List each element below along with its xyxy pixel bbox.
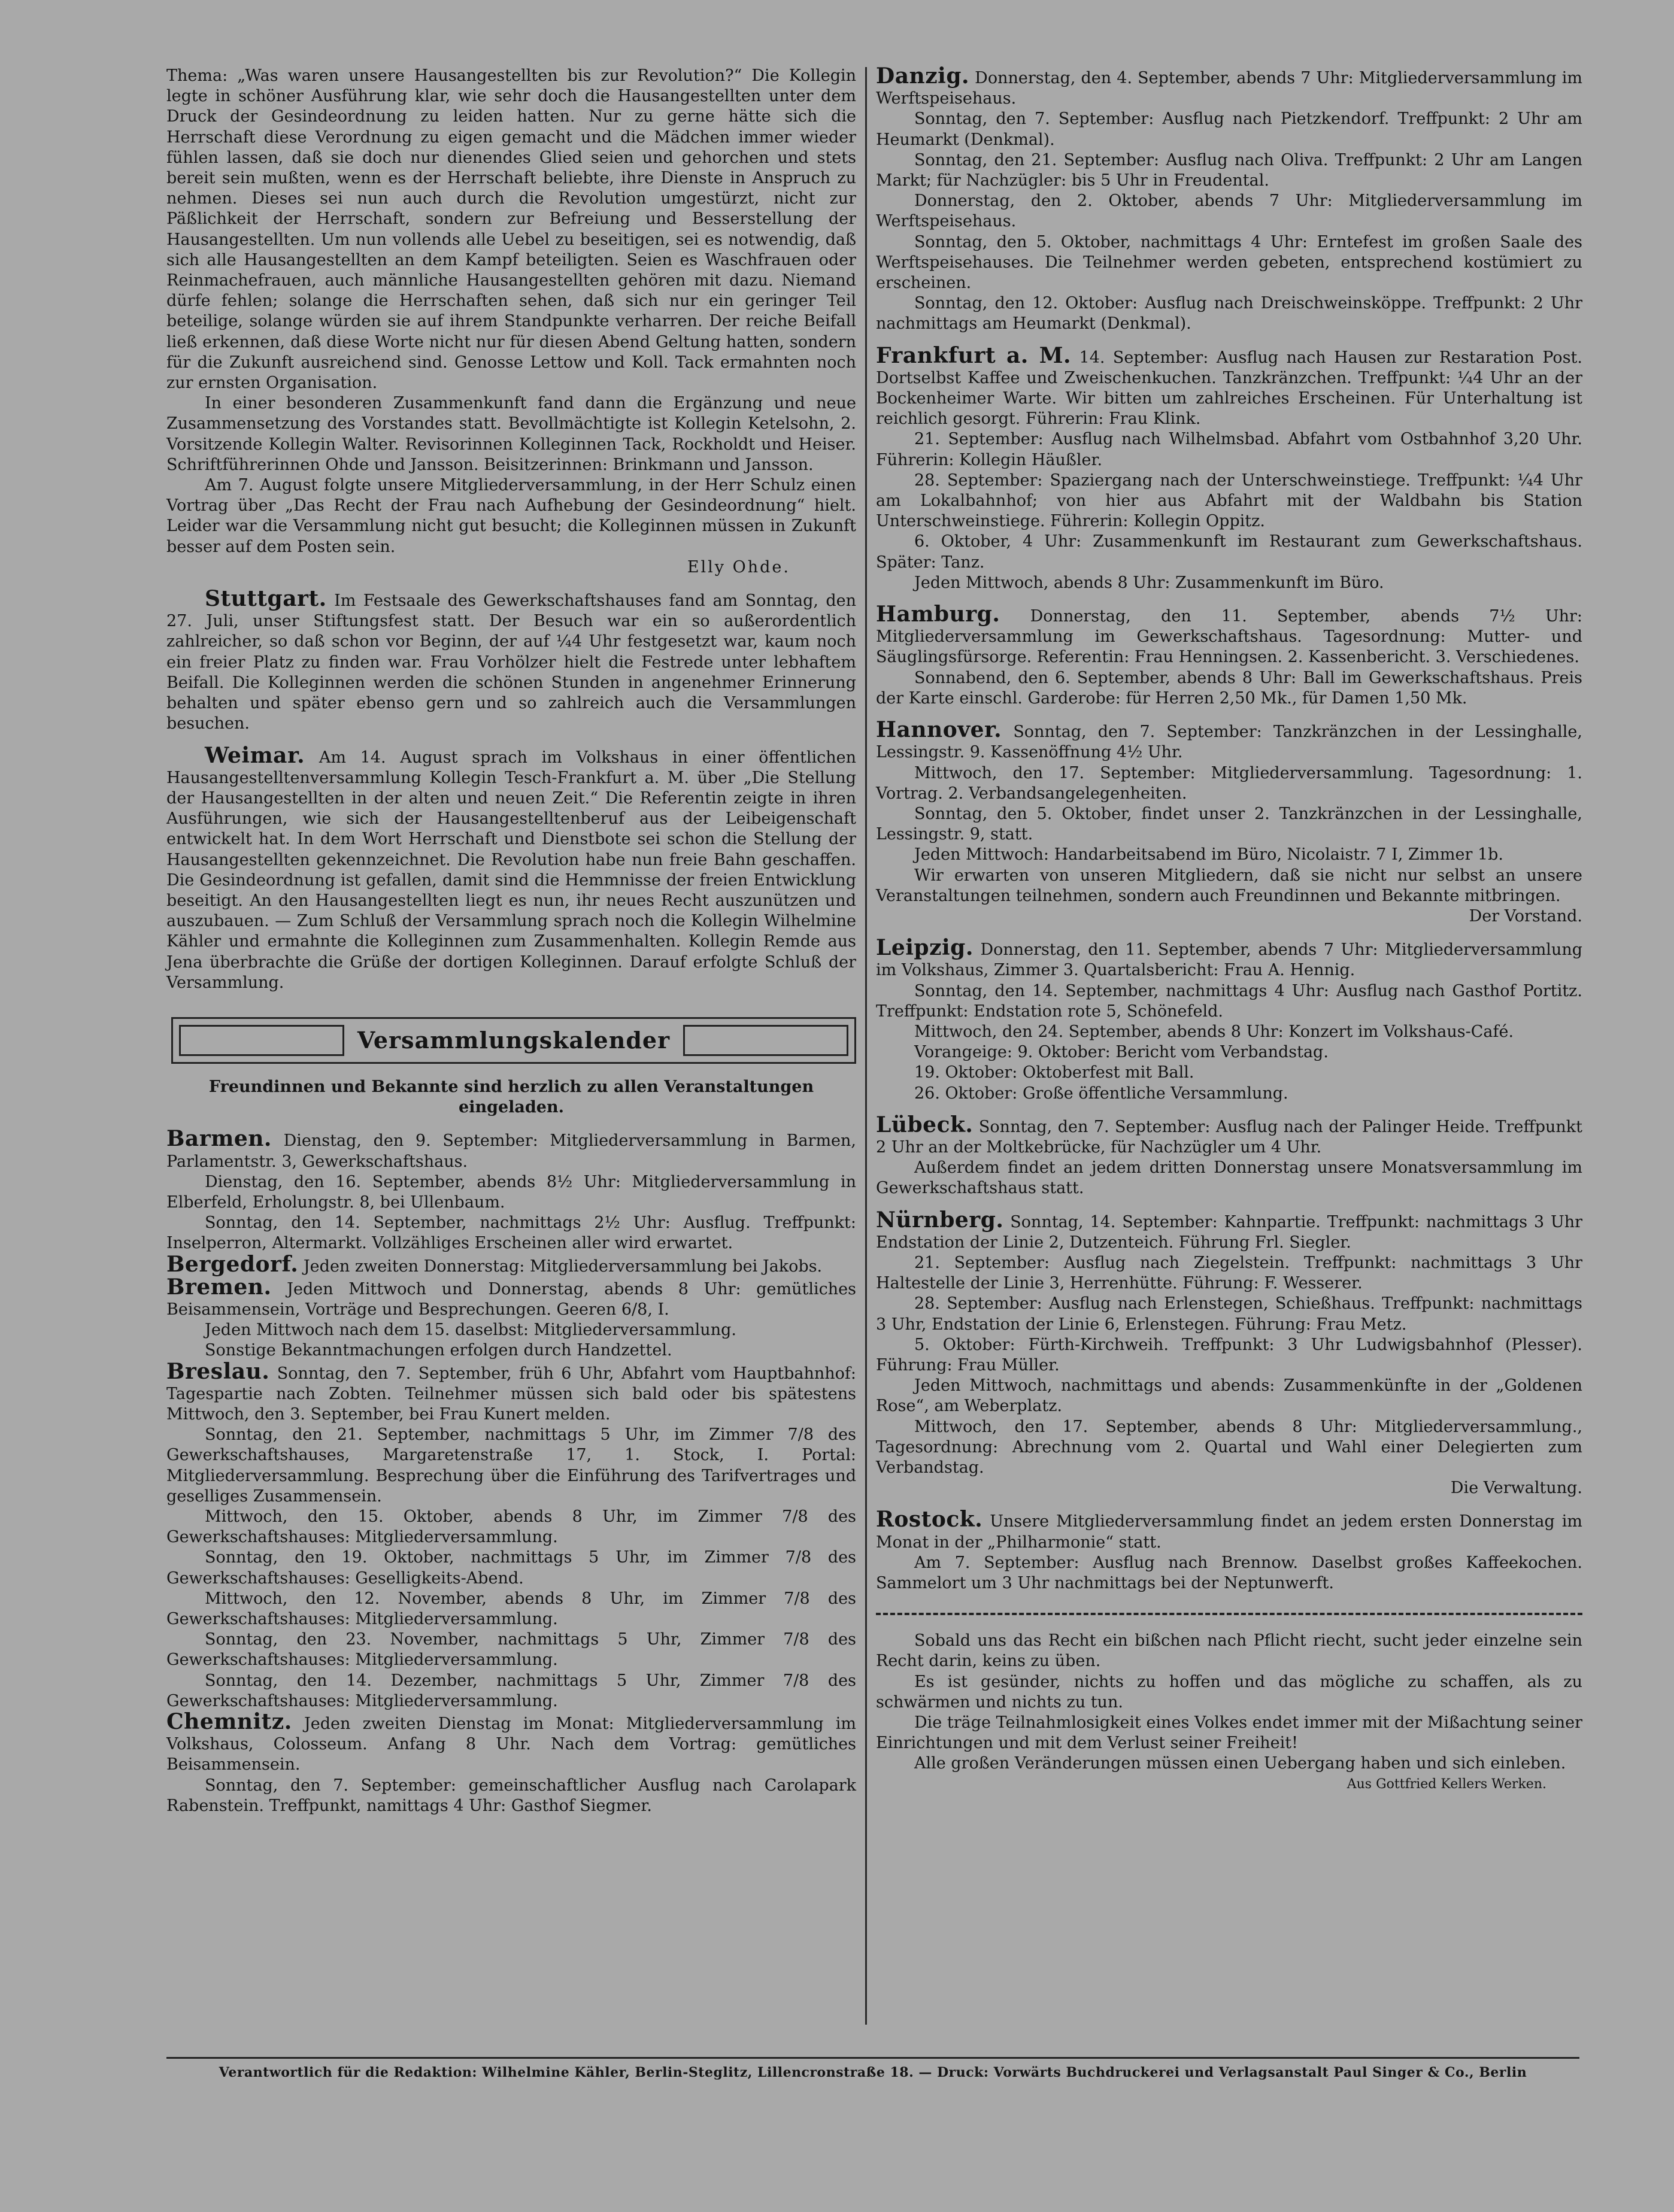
- entry-text: Mittwoch, den 17. September, abends 8 Uhr: Mitgliederversammlung., Tagesordnung: Abrechnung vom 2. Quartal und Wahl einer Delegierten zum Verbandstag.: [876, 1417, 1582, 1477]
- calendar-entry-luebeck: [876, 1112, 1582, 1158]
- entry-text: Sonntag, den 7. September: Tanzkränzchen in der Lessinghalle, Lessingstr. 9. Kassenöffnung 4½ Uhr.: [876, 723, 1582, 762]
- entry-text: Sonntag, den 5. Oktober, nachmittags 4 Uhr: Erntefest im großen Saale des Werftspeisehauses. Die Teilnehmer werden gebeten, entsprechend kostümiert zu erscheinen.: [876, 232, 1582, 293]
- entry-text: Donnerstag, den 11. September, abends 7 Uhr: Mitgliederversammlung im Volkshaus, Zimmer 3. Quartalsbericht: Frau A. Hennig.: [876, 940, 1583, 980]
- calendar-entry-bergedorf: [166, 1251, 856, 1277]
- right-column: [876, 63, 1583, 1795]
- city-heading: Lübeck.: [876, 1112, 974, 1137]
- entry-text: Donnerstag, den 11. September, abends 7½ Uhr: Mitgliederversammlung im Gewerkschaftshaus. Tagesordnung: Mutter- und Säuglingsfürsorge. Referentin: Frau Henningsen. 2. Kassenbericht. 3. Verschiedenes.: [876, 607, 1582, 667]
- column-divider: [865, 67, 867, 2025]
- entry-text: 26. Oktober: Große öffentliche Versammlung.: [914, 1084, 1288, 1103]
- city-heading: Leipzig.: [876, 935, 974, 961]
- entry-text: Sonntag, den 5. Oktober, findet unser 2. Tanzkränzchen in der Lessinghalle, Lessingstr. 9, statt.: [876, 804, 1582, 844]
- entry-text: Sonntag, den 7. September: Ausflug nach Pietzkendorf. Treffpunkt: 2 Uhr am Heumarkt (Denkmal).: [876, 110, 1582, 149]
- city-heading: Chemnitz.: [166, 1709, 292, 1735]
- calendar-entry-frankfurt: [876, 342, 1582, 430]
- calendar-entry-danzig: [876, 63, 1582, 109]
- signature: Der Vorstand.: [1469, 906, 1582, 926]
- calendar-title: Versammlungskalender: [357, 1026, 671, 1054]
- entry-text: Dienstag, den 16. September, abends 8½ Uhr: Mitgliederversammlung in Elberfeld, Erholungstr. 8, bei Ullenbaum.: [166, 1172, 856, 1212]
- entry-text: Außerdem findet an jedem dritten Donnerstag unsere Monatsversammlung im Gewerkschaftshaus statt.: [876, 1158, 1582, 1198]
- calendar-entry-rostock: [876, 1509, 1582, 1552]
- left-column: [166, 66, 856, 1816]
- entry-text: Donnerstag, den 4. September, abends 7 Uhr: Mitgliederversammlung im Werftspeisehaus.: [876, 69, 1582, 108]
- entry-text: 6. Oktober, 4 Uhr: Zusammenkunft im Restaurant zum Gewerkschaftshaus. Später: Tanz.: [876, 532, 1582, 572]
- calendar-entry-hannover: [876, 717, 1582, 763]
- city-heading: Hamburg.: [876, 602, 1000, 627]
- article-paragraph: Thema: „Was waren unsere Hausangestellten bis zur Revolution?“ Die Kollegin legte in schöner Ausführung klar, wie sehr doch die Hausangestellten unter dem Druck der Gesindeordnung zu leiden hatten. Nur zu gerne hätte sich die Herrschaft diese Verordnung zu eigen gemacht und die Mädchen immer wieder fühlen lassen, daß sie doch nur dienendes Glied seien und gehorchen und stets bereit sein mußten, wenn es der Herrschaft beliebte, ihre Dienste in Anspruch zu nehmen. Dieses sei nun auch durch die Revolution umgestürzt, nicht zur Päßlichkeit der Herrschaft, sondern zur Befreiung und Besserstellung der Hausangestellten. Um nun vollends alle Uebel zu beseitigen, sei es notwendig, daß sich alle Hausangestellten an dem Kampf beteiligten. Seien es Waschfrauen oder Reinmachefrauen, auch männliche Hausangestellten gehören mit dazu. Niemand dürfe fehlen; solange die Herrschaften sehen, daß sich nur ein geringer Teil beteilige, solange würden sie auf ihrem Standpunkte verharren. Der reiche Beifall ließ erkennen, daß diese Worte nicht nur für diesen Abend Geltung hatten, sondern für die Zukunft ausreichend sind. Genosse Lettow und Koll. Tack ermahnten noch zur ernsten Organisation.: [166, 66, 856, 393]
- entry-text: Mittwoch, den 17. September: Mitgliederversammlung. Tagesordnung: 1. Vortrag. 2. Verbandsangelegenheiten.: [876, 763, 1582, 803]
- entry-text: 28. September: Ausflug nach Erlenstegen, Schießhaus. Treffpunkt: nachmittags 3 Uhr, Endstation der Linie 6, Erlenstegen. Führung: Frau Metz.: [876, 1294, 1582, 1334]
- calendar-entry-breslau: [166, 1358, 856, 1425]
- entry-text: Sonntag, 14. September: Kahnpartie. Treffpunkt: nachmittags 3 Uhr Endstation der Linie 2, Dutzenteich. Führung Frl. Siegler.: [876, 1212, 1582, 1252]
- entry-text: Sonnabend, den 6. September, abends 8 Uhr: Ball im Gewerkschaftshaus. Preis der Karte einschl. Garderobe: für Herren 2,50 Mk., für Damen 1,50 Mk.: [876, 668, 1582, 708]
- entry-text: Jeden Mittwoch und Donnerstag, abends 8 Uhr: gemütliches Beisammensein, Vorträge und Besprechungen. Geeren 6/8, I.: [166, 1279, 856, 1319]
- entry-text: Sonntag, den 23. November, nachmittags 5 Uhr, Zimmer 7/8 des Gewerkschaftshauses: Mitgliederversammlung.: [166, 1630, 856, 1670]
- city-heading: Breslau.: [166, 1358, 270, 1384]
- quote-source: Aus Gottfried Kellers Werken.: [1347, 1776, 1546, 1792]
- entry-text: Am 7. September: Ausflug nach Brennow. Daselbst großes Kaffeekochen. Sammelort um 3 Uhr nachmittags bei der Neptunwerft.: [876, 1553, 1582, 1593]
- calendar-entry-nuernberg: [876, 1207, 1582, 1253]
- city-heading: Bremen.: [166, 1274, 272, 1300]
- entry-text: Mittwoch, den 12. November, abends 8 Uhr, im Zimmer 7/8 des Gewerkschaftshauses: Mitgliederversammlung.: [166, 1589, 856, 1629]
- entry-text: Sonntag, den 12. Oktober: Ausflug nach Dreischweinsköppe. Treffpunkt: 2 Uhr nachmittags am Heumarkt (Denkmal).: [876, 294, 1582, 333]
- imprint-footer: Verantwortlich für die Redaktion: Wilhelmine Kähler, Berlin-Steglitz, Lillencronstraße 18. — Druck: Vorwärts Buchdruckerei und Verlagsanstalt Paul Singer & Co., Berlin: [166, 2057, 1579, 2080]
- calendar-entry-bremen: [166, 1274, 856, 1320]
- entry-text: 21. September: Ausflug nach Ziegelstein. Treffpunkt: nachmittags 3 Uhr Haltestelle der Linie 3, Herrenhütte. Führung: F. Wesserer.: [876, 1253, 1582, 1293]
- entry-text: Sonntag, den 7. September: Ausflug nach der Palinger Heide. Treffpunkt 2 Uhr an der Moltkebrücke, für Nachzügler um 4 Uhr.: [876, 1117, 1582, 1157]
- entry-text: 19. Oktober: Oktoberfest mit Ball.: [914, 1063, 1194, 1082]
- city-heading: Weimar.: [205, 742, 305, 768]
- entry-text: Sonntag, den 21. September, nachmittags 5 Uhr, im Zimmer 7/8 des Gewerkschaftshauses, Margaretenstraße 17, 1. Stock, I. Portal: Mitgliederversammlung. Besprechung über die Einführung des Tarifvertrages und geselliges Zusammensein.: [166, 1425, 856, 1506]
- calendar-subtitle: Freundinnen und Bekannte sind herzlich zu allen Veranstaltungen eingeladen.: [208, 1077, 814, 1117]
- calendar-entry-barmen: [166, 1128, 856, 1172]
- quote: Alle großen Veränderungen müssen einen Uebergang haben und sich einleben.: [914, 1754, 1566, 1773]
- city-heading: Danzig.: [876, 63, 970, 89]
- entry-text: Sonntag, den 14. September, nachmittags 4 Uhr: Ausflug nach Gasthof Portitz. Treffpunkt: Endstation rote 5, Schönefeld.: [876, 981, 1582, 1021]
- entry-text: Sonstige Bekanntmachungen erfolgen durch Handzettel.: [205, 1341, 672, 1360]
- signature: Elly Ohde.: [687, 557, 790, 576]
- city-heading: Rostock.: [876, 1507, 983, 1533]
- article-paragraph: Am 7. August folgte unsere Mitgliederversammlung, in der Herr Schulz einen Vortrag über „Das Recht der Frau nach Aufhebung der Gesindeordnung“ hielt. Leider war die Versammlung nicht gut besucht; die Kolleginnen müssen in Zukunft besser auf dem Posten sein.: [166, 476, 856, 556]
- entry-text: Mittwoch, den 24. September, abends 8 Uhr: Konzert im Volkshaus-Café.: [914, 1022, 1514, 1041]
- city-heading: Nürnberg.: [876, 1207, 1004, 1233]
- decorative-frame: [683, 1025, 848, 1056]
- entry-text: Jeden Mittwoch: Handarbeitsabend im Büro, Nicolaistr. 7 I, Zimmer 1b.: [914, 845, 1504, 864]
- city-heading: Stuttgart.: [205, 586, 327, 612]
- quote: Es ist gesünder, nichts zu hoffen und das mögliche zu schaffen, als zu schwärmen und nichts zu tun.: [876, 1672, 1582, 1712]
- entry-text: Sonntag, den 19. Oktober, nachmittags 5 Uhr, im Zimmer 7/8 des Gewerkschaftshauses: Geselligkeits-Abend.: [166, 1548, 856, 1588]
- calendar-entry-hamburg: [876, 604, 1582, 668]
- report-text: Am 14. August sprach im Volkshaus in einer öffentlichen Hausangestelltenversammlung Kollegin Tesch-Frankfurt a. M. über „Die Stellung der Hausangestellten in der alten und neuen Zeit.“ Die Referentin zeigte in ihren Ausführungen, wie sich der Hausangestelltenberuf aus der Leibeigenschaft entwickelt hat. In dem Wort Herrschaft und Dienstbote sei schon die Stellung der Hausangestellten gekennzeichnet. Die Revolution habe nun freie Bahn geschaffen. Die Gesindeordnung ist gefallen, damit sind die Hemmnisse der freien Entwicklung beseitigt. An den Hausangestellten liegt es nun, ihr neues Recht auszunützen und auszubauen. — Zum Schluß der Versammlung sprach noch die Kollegin Wilhelmine Kähler und ermahnte die Kolleginnen zum Zusammenhalten. Kollegin Remde aus Jena überbrachte die Grüße der dortigen Kolleginnen. Darauf erfolgte Schluß der Versammlung.: [166, 748, 856, 992]
- city-heading: Barmen.: [166, 1126, 272, 1152]
- entry-text: Jeden Mittwoch, nachmittags und abends: Zusammenkünfte in der „Goldenen Rose“, am Weberplatz.: [876, 1376, 1582, 1416]
- entry-text: Sonntag, den 14. Dezember, nachmittags 5 Uhr, Zimmer 7/8 des Gewerkschaftshauses: Mitgliederversammlung.: [166, 1671, 856, 1710]
- entry-text: Jeden Mittwoch, abends 8 Uhr: Zusammenkunft im Büro.: [914, 573, 1384, 592]
- entry-text: 14. September: Ausflug nach Hausen zur Restaration Post. Dortselbst Kaffee und Zweischenkuchen. Tanzkränzchen. Treffpunkt: ¼4 Uhr an der Bockenheimer Warte. Wir bitten um zahlreiches Erscheinen. Für Unterhaltung ist reichlich gesorgt. Führerin: Frau Klink.: [876, 348, 1582, 429]
- report-stuttgart: [166, 588, 856, 734]
- entry-text: Jeden Mittwoch nach dem 15. daselbst: Mitgliederversammlung.: [205, 1321, 736, 1340]
- quote: Sobald uns das Recht ein bißchen nach Pflicht riecht, sucht jeder einzelne sein Recht darin, keins zu üben.: [876, 1631, 1582, 1671]
- entry-text: Jeden zweiten Dienstag im Monat: Mitgliederversammlung im Volkshaus, Colosseum. Anfang 8 Uhr. Nach dem Vortrag: gemütliches Beisammensein.: [166, 1715, 856, 1774]
- report-text: Im Festsaale des Gewerkschaftshauses fand am Sonntag, den 27. Juli, unser Stiftungsfest statt. Der Besuch war ein so außerordentlich zahlreicher, so daß schon vor Beginn, der auf ¼4 Uhr festgesetzt war, kaum noch ein freier Platz zu finden war. Frau Vorhölzer hielt die Festrede unter lebhaftem Beifall. Die Kolleginnen werden die schönen Stunden in angenehmer Erinnerung behalten und später ebenso gern und so zahlreich auch die Versammlungen besuchen.: [166, 591, 856, 733]
- calendar-entry-chemnitz: [166, 1709, 856, 1776]
- entry-text: Sonntag, den 7. September, früh 6 Uhr, Abfahrt vom Hauptbahnhof: Tagespartie nach Zobten. Teilnehmer müssen sich bald oder bis spätestens Mittwoch, den 3. September, bei Frau Kunert melden.: [166, 1364, 856, 1424]
- entry-text: Donnerstag, den 2. Oktober, abends 7 Uhr: Mitgliederversammlung im Werftspeisehaus.: [876, 192, 1582, 231]
- report-weimar: [166, 742, 856, 993]
- entry-text: 5. Oktober: Fürth-Kirchweih. Treffpunkt: 3 Uhr Ludwigsbahnhof (Plesser). Führung: Frau Müller.: [876, 1335, 1582, 1374]
- city-heading: Frankfurt a. M.: [876, 342, 1072, 368]
- signature: Die Verwaltung.: [1450, 1479, 1582, 1498]
- calendar-heading-box: [171, 1017, 856, 1064]
- calendar-entry-leipzig: [876, 937, 1582, 981]
- entry-text: Unsere Mitgliederversammlung findet an jedem ersten Donnerstag im Monat in der „Philharmonie“ statt.: [876, 1512, 1582, 1552]
- decorative-frame: [179, 1025, 344, 1056]
- article-paragraph: In einer besonderen Zusammenkunft fand dann die Ergänzung und neue Zusammensetzung des Vorstandes statt. Bevollmächtigte ist Kollegin Ketelsohn, 2. Vorsitzende Kollegin Walter. Revisorinnen Kolleginnen Tack, Rockholdt und Heiser. Schriftführerinnen Ohde und Jansson. Beisitzerinnen: Brinkmann und Jansson.: [166, 394, 856, 474]
- quote: Die träge Teilnahmlosigkeit eines Volkes endet immer mit der Mißachtung seiner Einrichtungen und mit dem Verlust seiner Freiheit!: [876, 1713, 1582, 1753]
- entry-text: Sonntag, den 14. September, nachmittags 2½ Uhr: Ausflug. Treffpunkt: Inselperron, Altermarkt. Vollzähliges Erscheinen aller wird erwartet.: [166, 1213, 856, 1253]
- entry-text: Sonntag, den 21. September: Ausflug nach Oliva. Treffpunkt: 2 Uhr am Langen Markt; für Nachzügler: bis 5 Uhr in Freudental.: [876, 150, 1582, 190]
- entry-text: 21. September: Ausflug nach Wilhelmsbad. Abfahrt vom Ostbahnhof 3,20 Uhr. Führerin: Kollegin Häußler.: [876, 430, 1582, 469]
- entry-text: Wir erwarten von unseren Mitgliedern, daß sie nicht nur selbst an unsere Veranstaltungen teilnehmen, sondern auch Freundinnen und Bekannte mitbringen.: [876, 866, 1582, 905]
- entry-text: Jeden zweiten Donnerstag: Mitgliederversammlung bei Jakobs.: [303, 1257, 823, 1276]
- city-heading: Bergedorf.: [166, 1251, 299, 1277]
- entry-text: 28. September: Spaziergang nach der Unterschweinstiege. Treffpunkt: ¼4 Uhr am Lokalbahnhof; von hier aus Abfahrt mit der Waldbahn bis Station Unterschweinstiege. Führerin: Kollegin Oppitz.: [876, 471, 1582, 531]
- entry-text: Vorangeige: 9. Oktober: Bericht vom Verbandstag.: [914, 1043, 1329, 1062]
- entry-text: Dienstag, den 9. September: Mitgliederversammlung in Barmen, Parlamentstr. 3, Gewerkschaftshaus.: [166, 1131, 856, 1171]
- entry-text: Mittwoch, den 15. Oktober, abends 8 Uhr, im Zimmer 7/8 des Gewerkschaftshauses: Mitgliederversammlung.: [166, 1507, 856, 1547]
- entry-text: Sonntag, den 7. September: gemeinschaftlicher Ausflug nach Carolapark Rabenstein. Treffpunkt, namittags 4 Uhr: Gasthof Siegmer.: [166, 1776, 856, 1815]
- dashed-divider: [876, 1613, 1582, 1615]
- city-heading: Hannover.: [876, 717, 1002, 743]
